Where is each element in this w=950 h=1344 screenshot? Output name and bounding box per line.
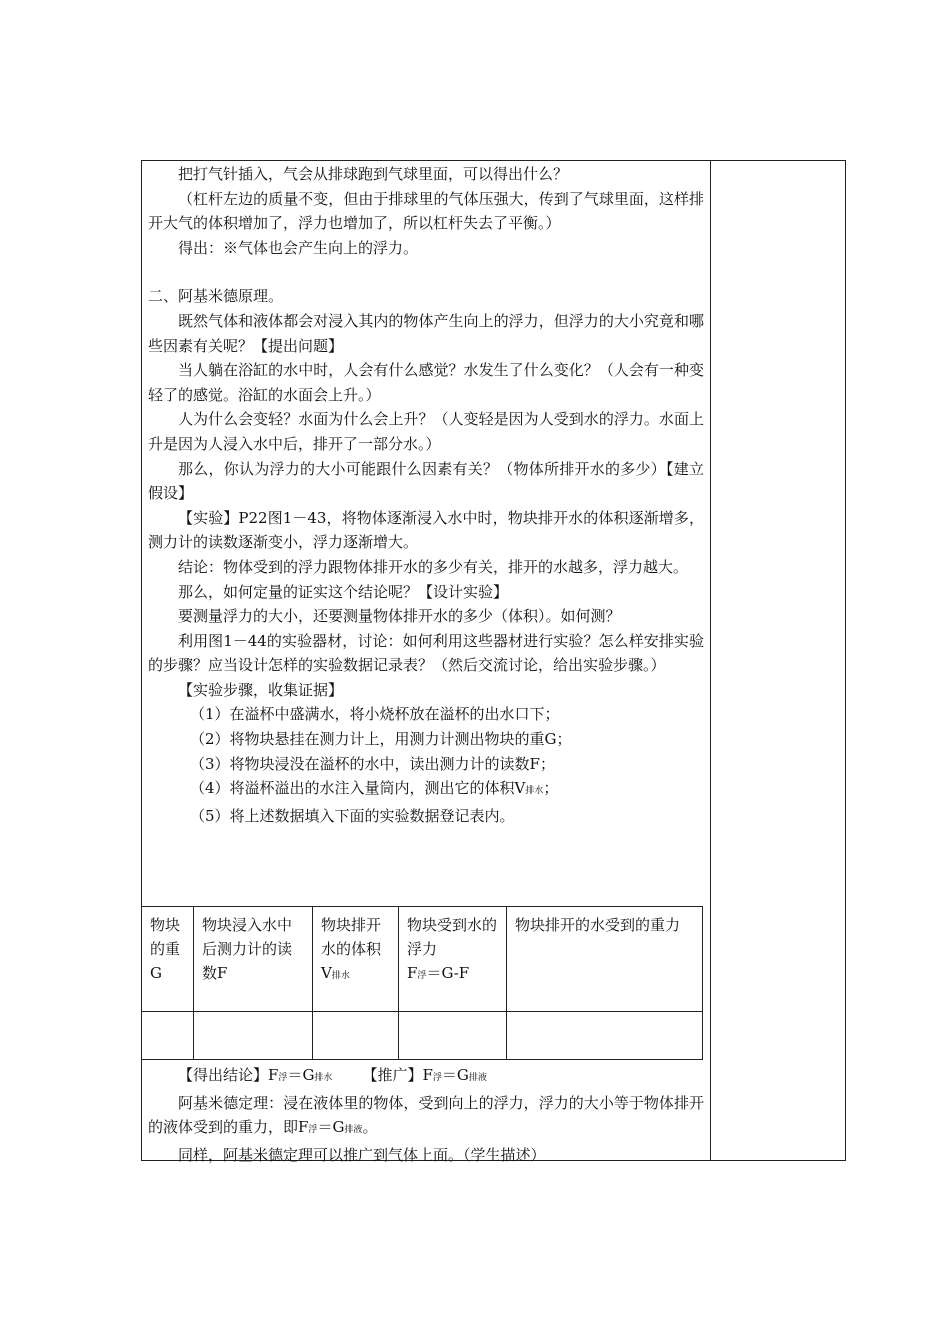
notes-column-divider <box>710 160 711 1161</box>
step-1: （1）在溢杯中盛满水，将小烧杯放在溢杯的出水口下； <box>190 705 560 724</box>
subscript: 浮 <box>432 1073 442 1083</box>
step-5: （5）将上述数据填入下面的实验数据登记表内。 <box>190 806 515 825</box>
paragraph: 既然气体和液体都会对浸入其内的物体产生向上的浮力，但浮力的大小究竟和哪些因素有关呢？【提出问题】 <box>148 311 704 355</box>
conclusion-section <box>148 1063 704 1167</box>
header-cell-reading: 物块浸入水中后测力计的读数F <box>194 907 313 1012</box>
paragraph: （杠杆左边的质量不变，但由于排球里的气体压强大，传到了气球里面，这样排开大气的体积增加了，浮力也增加了，所以杠杆失去了平衡。） <box>148 189 704 233</box>
table-cell-empty[interactable] <box>399 1012 507 1060</box>
data-record-table <box>141 906 703 1060</box>
table-cell-empty[interactable] <box>194 1012 313 1060</box>
generalize-text: ＝G <box>441 1066 469 1084</box>
step-3: （3）将物块浸没在溢杯的水中，读出测力计的读数F； <box>190 754 555 773</box>
lesson-content <box>148 162 704 828</box>
paragraph: 那么，如何定量的证实这个结论呢？【设计实验】 <box>178 582 509 601</box>
header-cell-volume <box>313 907 399 1012</box>
paragraph: 同样，阿基米德定理可以推广到气体上面。（学生描述） <box>178 1145 546 1164</box>
paragraph: 【实验步骤，收集证据】 <box>178 680 344 699</box>
paragraph: 得出：※气体也会产生向上的浮力。 <box>178 238 419 257</box>
table-cell-empty[interactable] <box>507 1012 703 1060</box>
subscript: 排液 <box>468 1073 487 1083</box>
paragraph: 把打气针插入，气会从排球跑到气球里面，可以得出什么？ <box>178 165 569 183</box>
step-4 <box>148 776 704 804</box>
formula-f: F <box>407 964 418 982</box>
volume-label: 物块排开水的体积V <box>321 916 382 982</box>
principle-text: 阿基米德定理：浸在液体里的物体，受到向上的浮力，浮力的大小等于物体排开的液体受到的重力，即F <box>148 1093 704 1137</box>
step-4-tail: ； <box>543 779 559 798</box>
archimedes-principle <box>148 1091 704 1143</box>
paragraph: 要测量浮力的大小，还要测量物体排开水的多少（体积）。如何测？ <box>178 607 621 626</box>
conclusion-line <box>148 1063 704 1091</box>
paragraph: 当人躺在浴缸的水中时，人会有什么感觉？水发生了什么变化？（人会有一种变轻了的感觉。浴缸的水面会上升。） <box>148 361 704 404</box>
header-cell-weight: 物块的重G <box>142 907 194 1012</box>
conclusion-text: ＝G <box>287 1066 315 1084</box>
table-cell-empty[interactable] <box>142 1012 194 1060</box>
header-cell-displaced-weight: 物块排开的水受到的重力 <box>507 907 703 1012</box>
subscript: 浮 <box>308 1125 318 1136</box>
buoyancy-label: 物块受到水的浮力 <box>407 916 498 958</box>
paragraph: 人为什么会变轻？水面为什么会上升？（人变轻是因为人受到水的浮力。水面上升是因为人浸入水中后，排开了一部分水。） <box>148 410 704 453</box>
header-cell-buoyancy <box>399 907 507 1012</box>
generalize-text: 【推广】F <box>362 1066 433 1084</box>
paragraph: 【实验】P22图1－43，将物体逐渐浸入水中时，物块排开水的体积逐渐增多，测力计的读数逐渐变小，浮力逐渐增大。 <box>148 508 704 552</box>
subscript: 浮 <box>278 1073 288 1083</box>
subscript: 排水 <box>525 786 544 797</box>
paragraph: 利用图1－44的实验器材，讨论：如何利用这些器材进行实验？怎么样安排实验的步骤？应当设计怎样的实验数据记录表？（然后交流讨论，给出实验步骤。） <box>148 631 704 675</box>
subscript: 排水 <box>314 1073 333 1083</box>
subscript: 排液 <box>344 1125 363 1136</box>
blank-line <box>148 260 704 284</box>
formula-tail: ＝G-F <box>426 964 470 982</box>
principle-text: ＝G <box>317 1118 345 1137</box>
subscript: 浮 <box>417 971 427 981</box>
step-2: （2）将物块悬挂在测力计上，用测力计测出物块的重G； <box>190 730 572 749</box>
paragraph: 那么，你认为浮力的大小可能跟什么因素有关？（物体所排开水的多少）【建立假设】 <box>148 459 704 503</box>
section-heading: 二、阿基米德原理。 <box>148 287 284 306</box>
paragraph: 结论：物体受到的浮力跟物体排开水的多少有关，排开的水越多，浮力越大。 <box>178 557 689 576</box>
table-cell-empty[interactable] <box>313 1012 399 1060</box>
conclusion-text: 【得出结论】F <box>178 1066 279 1084</box>
subscript: 排水 <box>331 971 350 981</box>
principle-text: 。 <box>362 1118 378 1137</box>
step-4-text: （4）将溢杯溢出的水注入量筒内，测出它的体积V <box>190 779 526 798</box>
